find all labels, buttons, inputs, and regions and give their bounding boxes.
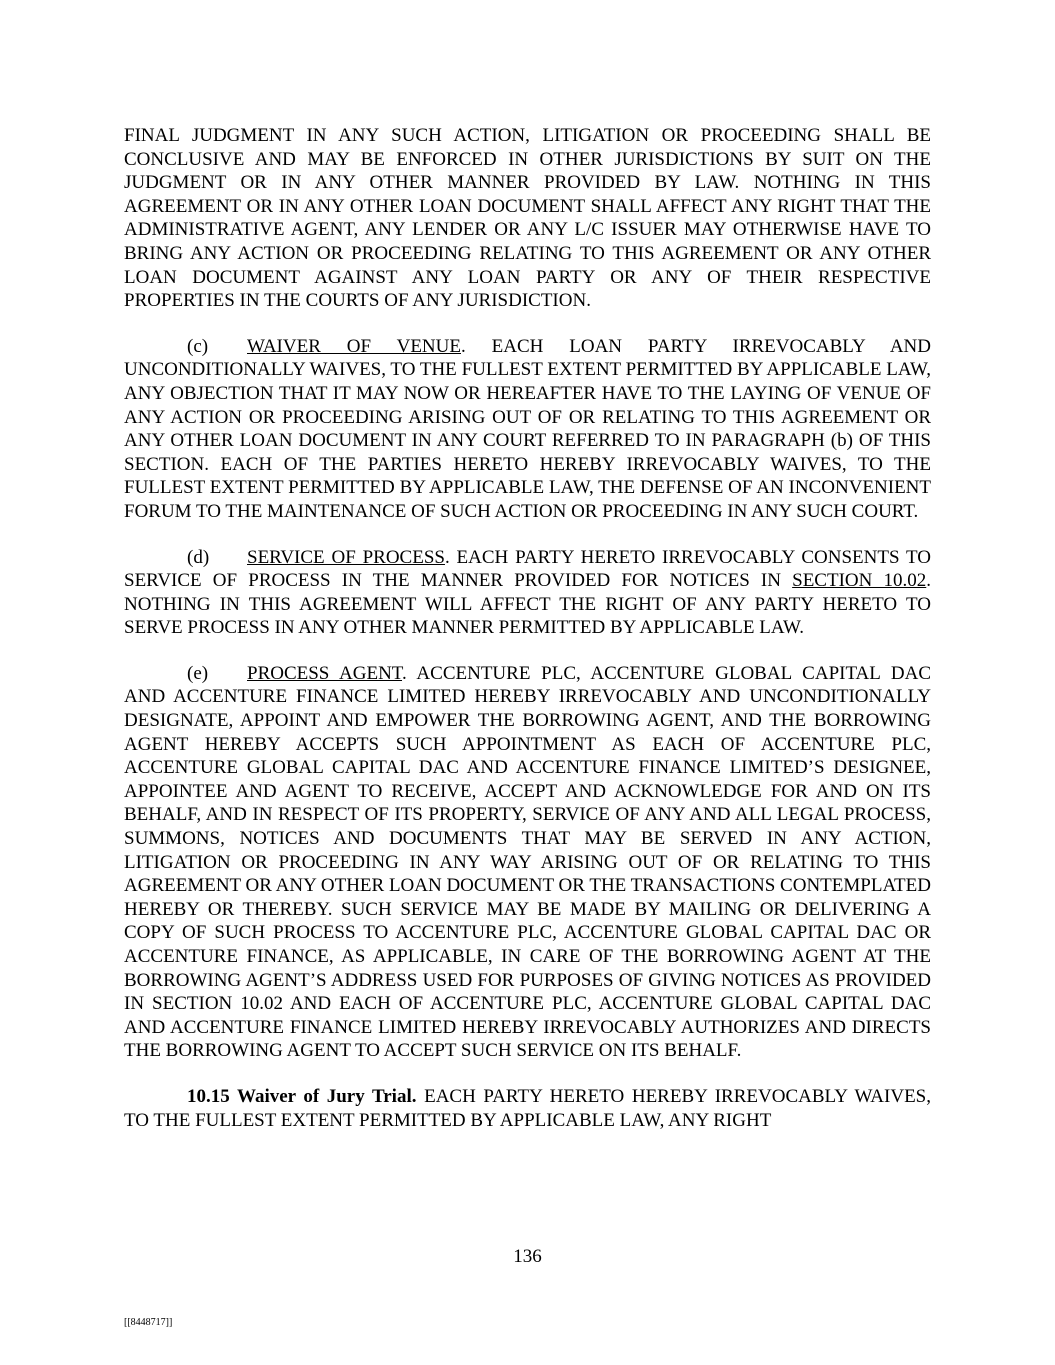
section-10-15-text: EACH PARTY HERETO HEREBY IRREVOCABLY WAIVES, TO THE FULLEST EXTENT PERMITTED BY APPLICABLE LAW, ANY RIGHT bbox=[124, 1085, 931, 1131]
section-d-heading: SERVICE OF PROCESS bbox=[247, 546, 445, 568]
section-10-15-heading: 10.15 Waiver of Jury Trial. bbox=[187, 1085, 417, 1107]
document-page bbox=[124, 124, 931, 1154]
section-e-paragraph bbox=[124, 662, 931, 1063]
page-number: 136 bbox=[513, 1246, 542, 1267]
section-d-text: . EACH PARTY HERETO IRREVOCABLY CONSENTS TO SERVICE OF PROCESS IN THE MANNER PROVIDED FOR NOTICES IN bbox=[124, 546, 931, 592]
document-id: [[8448717]] bbox=[124, 1317, 173, 1328]
section-c-text: . EACH LOAN PARTY IRREVOCABLY AND UNCONDITIONALLY WAIVES, TO THE FULLEST EXTENT PERMITTED BY APPLICABLE LAW, ANY OBJECTION THAT IT MAY NOW OR HEREAFTER HAVE TO THE LAYING OF VENUE OF ANY ACTION OR PROCEEDING ARISING OUT OF OR RELATING TO THIS AGREEMENT OR ANY OTHER LOAN DOCUMENT IN ANY COURT REFERRED TO IN PARAGRAPH (b) OF THIS SECTION. EACH OF THE PARTIES HERETO HEREBY IRREVOCABLY WAIVES, TO THE FULLEST EXTENT PERMITTED BY APPLICABLE LAW, THE DEFENSE OF AN INCONVENIENT FORUM TO THE MAINTENANCE OF SUCH ACTION OR PROCEEDING IN ANY SUCH COURT. bbox=[124, 335, 931, 522]
section-reference-link: SECTION 10.02 bbox=[792, 570, 927, 592]
section-e-text: . ACCENTURE PLC, ACCENTURE GLOBAL CAPITAL DAC AND ACCENTURE FINANCE LIMITED HEREBY IRREVOCABLY AND UNCONDITIONALLY DESIGNATE, APPOINT AND EMPOWER THE BORROWING AGENT, AND THE BORROWING AGENT HEREBY ACCEPTS SUCH APPOINTMENT AS EACH OF ACCENTURE PLC, ACCENTURE GLOBAL CAPITAL DAC AND ACCENTURE FINANCE LIMITED’S DESIGNEE, APPOINTEE AND AGENT TO RECEIVE, ACCEPT AND ACKNOWLEDGE FOR AND ON ITS BEHALF, AND IN RESPECT OF ITS PROPERTY, SERVICE OF ANY AND ALL LEGAL PROCESS, SUMMONS, NOTICES AND DOCUMENTS THAT MAY BE SERVED IN ANY ACTION, LITIGATION OR PROCEEDING IN ANY WAY ARISING OUT OF OR RELATING TO THIS AGREEMENT OR ANY OTHER LOAN DOCUMENT OR THE TRANSACTIONS CONTEMPLATED HEREBY OR THEREBY. SUCH SERVICE MAY BE MADE BY MAILING OR DELIVERING A COPY OF SUCH PROCESS TO ACCENTURE PLC, ACCENTURE GLOBAL CAPITAL DAC OR ACCENTURE FINANCE, AS APPLICABLE, IN CARE OF THE BORROWING AGENT AT THE BORROWING AGENT’S ADDRESS USED FOR PURPOSES OF GIVING NOTICES AS PROVIDED IN SECTION 10.02 AND EACH OF ACCENTURE PLC, ACCENTURE GLOBAL CAPITAL DAC AND ACCENTURE FINANCE LIMITED HEREBY IRREVOCABLY AUTHORIZES AND DIRECTS THE BORROWING AGENT TO ACCEPT SUCH SERVICE ON ITS BEHALF. bbox=[124, 662, 932, 1062]
section-c-heading: WAIVER OF VENUE bbox=[247, 335, 461, 357]
section-d-paragraph bbox=[124, 546, 931, 640]
section-c-label: (c) bbox=[187, 335, 209, 357]
section-10-15-paragraph bbox=[124, 1085, 931, 1132]
section-c-paragraph bbox=[124, 335, 931, 524]
section-e-heading: PROCESS AGENT bbox=[247, 662, 403, 684]
continuation-paragraph: FINAL JUDGMENT IN ANY SUCH ACTION, LITIGATION OR PROCEEDING SHALL BE CONCLUSIVE AND MAY BE ENFORCED IN OTHER JURISDICTIONS BY SUIT ON THE JUDGMENT OR IN ANY OTHER MANNER PROVIDED BY LAW. NOTHING IN THIS AGREEMENT OR IN ANY OTHER LOAN DOCUMENT SHALL AFFECT ANY RIGHT THAT THE ADMINISTRATIVE AGENT, ANY LENDER OR ANY L/C ISSUER MAY OTHERWISE HAVE TO BRING ANY ACTION OR PROCEEDING RELATING TO THIS AGREEMENT OR ANY OTHER LOAN DOCUMENT AGAINST ANY LOAN PARTY OR ANY OF THEIR RESPECTIVE PROPERTIES IN THE COURTS OF ANY JURISDICTION. bbox=[124, 125, 931, 312]
section-e-label: (e) bbox=[187, 662, 209, 684]
section-d-label: (d) bbox=[187, 546, 210, 568]
section-d-text-after: . NOTHING IN THIS AGREEMENT WILL AFFECT THE RIGHT OF ANY PARTY HERETO TO SERVE PROCESS IN ANY OTHER MANNER PERMITTED BY APPLICABLE LAW. bbox=[124, 570, 931, 639]
